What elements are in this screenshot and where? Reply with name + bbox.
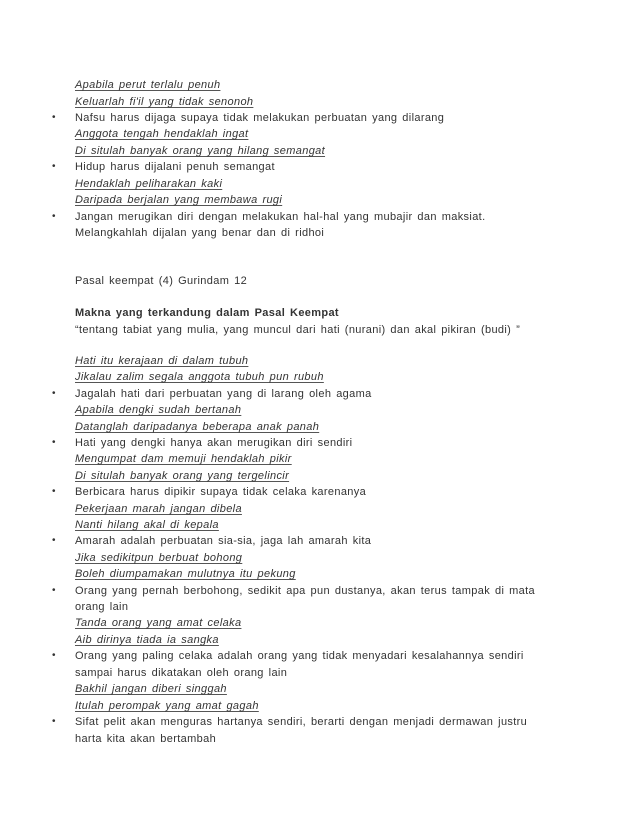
bullet-text: Sifat pelit akan menguras hartanya sendiri, berarti dengan menjadi dermawan justru <box>75 716 528 728</box>
bullet-text: Hidup harus dijalani penuh semangat <box>75 161 275 173</box>
verse-line: Di situlah banyak orang yang hilang semangat <box>75 145 326 157</box>
bullet-text: Amarah adalah perbuatan sia-sia, jaga lah amarah kita <box>75 535 372 547</box>
bullet-text: sampai harus dikatakan oleh orang lain <box>75 667 288 679</box>
verse-line: Jikalau zalim segala anggota tubuh pun rubuh <box>75 371 324 383</box>
verse-line: Itulah perompak yang amat gagah <box>75 700 259 712</box>
bullet: • <box>52 716 56 727</box>
bullet-text: Orang yang paling celaka adalah orang yang tidak menyadari kesalahannya sendiri <box>75 650 524 662</box>
quote-text: “tentang tabiat yang mulia, yang muncul dari hati (nurani) dan akal pikiran (budi) ” <box>75 324 521 336</box>
verse-line: Aib dirinya tiada ia sangka <box>75 634 219 646</box>
verse-line: Daripada berjalan yang membawa rugi <box>75 194 283 206</box>
bullet-text: orang lain <box>75 601 129 613</box>
bullet: • <box>52 650 56 661</box>
section-heading: Pasal keempat (4) Gurindam 12 <box>75 275 248 287</box>
bullet-text: Nafsu harus dijaga supaya tidak melakukan perbuatan yang dilarang <box>75 112 445 124</box>
bullet: • <box>52 585 56 596</box>
bullet-text: Orang yang pernah berbohong, sedikit apa pun dustanya, akan terus tampak di mata <box>75 585 535 597</box>
verse-line: Boleh diumpamakan mulutnya itu pekung <box>75 568 296 580</box>
subheading: Makna yang terkandung dalam Pasal Keempat <box>75 307 339 319</box>
verse-line: Hendaklah peliharakan kaki <box>75 178 223 190</box>
bullet: • <box>52 535 56 546</box>
bullet: • <box>52 112 56 123</box>
bullet: • <box>52 161 56 172</box>
verse-line: Bakhil jangan diberi singgah <box>75 683 227 695</box>
bullet: • <box>52 437 56 448</box>
verse-line: Anggota tengah hendaklah ingat <box>75 128 249 140</box>
bullet-text: harta kita akan bertambah <box>75 733 217 745</box>
bullet: • <box>52 211 56 222</box>
bullet-text: Berbicara harus dipikir supaya tidak celaka karenanya <box>75 486 367 498</box>
verse-line: Tanda orang yang amat celaka <box>75 617 242 629</box>
verse-line: Apabila perut terlalu penuh <box>75 79 221 91</box>
verse-line: Datanglah daripadanya beberapa anak panah <box>75 421 320 433</box>
verse-line: Hati itu kerajaan di dalam tubuh <box>75 355 249 367</box>
verse-line: Keluarlah fi'il yang tidak senonoh <box>75 96 254 108</box>
verse-line: Apabila dengki sudah bertanah <box>75 404 242 416</box>
bullet: • <box>52 486 56 497</box>
verse-line: Nanti hilang akal di kepala <box>75 519 219 531</box>
bullet-text: Hati yang dengki hanya akan merugikan diri sendiri <box>75 437 353 449</box>
bullet-text: Jangan merugikan diri dengan melakukan hal-hal yang mubajir dan maksiat. <box>75 211 486 223</box>
bullet-text: Jagalah hati dari perbuatan yang di larang oleh agama <box>75 388 372 400</box>
verse-line: Pekerjaan marah jangan dibela <box>75 503 242 515</box>
verse-line: Mengumpat dam memuji hendaklah pikir <box>75 453 292 465</box>
bullet: • <box>52 388 56 399</box>
bullet-text: Melangkahlah dijalan yang benar dan di ridhoi <box>75 227 325 239</box>
verse-line: Di situlah banyak orang yang tergelincir <box>75 470 290 482</box>
verse-line: Jika sedikitpun berbuat bohong <box>75 552 243 564</box>
